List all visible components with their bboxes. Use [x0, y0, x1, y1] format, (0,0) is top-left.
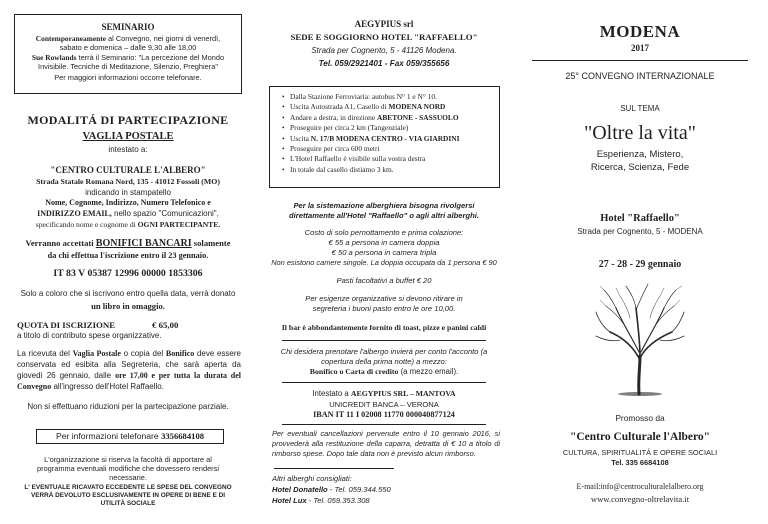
riduzioni-note: Non si effettuano riduzioni per la partecipazione parziale.	[27, 402, 229, 411]
hotel-tel-fax: Tel. 059/2921401 - Fax 059/355656	[318, 59, 450, 68]
riserva-note: L'organizzazione si riserva la facoltà di apportare al programma eventuali modifiche che dovessero rendersi necessarie.	[37, 455, 219, 482]
omaggio-line-2: un libro in omaggio.	[91, 301, 165, 311]
middle-panel	[256, 0, 512, 524]
ricevuta-paragraph: La ricevuta del Vaglia Postale o copia del Bonifico deve essere conservata ed esibita alla Segreteria, che sarà aperta da giovedì 26 gennaio, dalle ore 17,00 e per tutta la durata del Convegno all'ingresso dell'Hotel Raffaello.	[17, 349, 241, 391]
direction-highlight: ABETONE - SASSUOLO	[377, 112, 459, 122]
sede-line: SEDE E SOGGIORNO HOTEL "RAFFAELLO"	[290, 32, 478, 42]
nome-line: Nome, Cognome, Indirizzo, Numero Telefonico e	[45, 198, 211, 207]
direction-text: Uscita Autostrada A1, Casello di	[290, 102, 389, 112]
bonifici-deadline: da chi effettua l'iscrizione entro il 23 gennaio.	[47, 251, 209, 260]
seminario-text-3: Per maggiori informazioni occorre telefonare.	[54, 73, 202, 82]
acconto-note: Chi desidera prenotare l'albergo invierà per conto l'acconto (a copertura della prima notte) a mezzo:	[280, 347, 488, 366]
intestato-label: intestato a:	[108, 145, 148, 154]
seminario-text-2: Sue Rowlands terrà il Seminario: "La percezione del Mondo Invisibile. Tecniche di Meditazione, Silenzio, Preghiera"	[31, 53, 225, 71]
promoter-website: www.convegno-oltrelavita.it	[590, 494, 690, 504]
quota-value: € 65,00	[152, 320, 179, 330]
seminario-box	[14, 14, 242, 94]
bar-note: Il bar è abbondantemente fornito di toast, pizze e panini caldi	[281, 323, 487, 332]
direction-item	[282, 123, 493, 133]
vaglia-title: VAGLIA POSTALE	[82, 131, 174, 142]
sistemazione-note: Per la sistemazione alberghiera bisogna rivolgersi direttamente all'Hotel "Raffaello" o agli altri alberghi.	[289, 201, 479, 220]
direction-text: Proseguire per circa 2 km (Tangenziale)	[290, 123, 409, 133]
direction-highlight: MODENA NORD	[388, 102, 446, 112]
centro-address: Strada Statale Romana Nord, 135 - 41012 Fossoli (MO)	[36, 177, 220, 186]
pasti-note: Pasti facoltativi a buffet € 20	[336, 276, 432, 285]
event-dates: 27 - 28 - 29 gennaio	[598, 259, 682, 270]
cancellazioni-note: Per eventuali cancellazioni pervenute entro il 10 gennaio 2016, si provvederà alla restituzione della caparra, detratta di € 10 a titolo di rimborso spese. Dopo tale data non è previsto alcun rimborso.	[272, 429, 500, 458]
direction-text: Proseguire per circa 600 metri	[290, 144, 380, 154]
tree-icon	[590, 282, 690, 396]
direction-item	[282, 113, 493, 123]
tema-sub-2: Ricerca, Scienza, Fede	[590, 162, 690, 173]
direction-item	[282, 144, 493, 154]
info-tel-box: Per informazioni telefonare 3356684108	[36, 429, 224, 444]
hotel-name: Hotel "Raffaello"	[600, 213, 680, 224]
stampatello-line: indicando in stampatello	[85, 188, 171, 197]
quota-label: QUOTA DI ISCRIZIONE	[17, 320, 116, 330]
divider-3	[282, 424, 486, 425]
modalita-title: MODALITÁ DI PARTECIPAZIONE	[27, 113, 229, 127]
ricavato-note: L' EVENTUALE RICAVATO ECCEDENTE LE SPESE DEL CONVEGNO VERRÀ DEVOLUTO ESCLUSIVAMENTE IN OPERE DI BENE E DI UTILITÀ SOCIALE	[24, 484, 232, 507]
altri-label: Altri alberghi consigliati:	[272, 474, 352, 483]
direction-item	[282, 102, 493, 112]
convegno-label: 25° CONVEGNO INTERNAZIONALE	[565, 71, 715, 81]
direction-item	[282, 165, 493, 175]
promosso-label: Promosso da	[615, 413, 665, 423]
direction-highlight: N. 17/B MODENA CENTRO - VIA GIARDINI	[310, 133, 460, 143]
specificando-line: specificando nome e cognome di OGNI PARTECIPANTE.	[35, 220, 221, 229]
intestato-line: Intestato a AEGYPIUS SRL – MANTOVA	[312, 389, 456, 398]
sul-tema: SUL TEMA	[620, 104, 660, 113]
hotel-street: Strada per Cognento, 5 - 41126 Modena.	[311, 46, 457, 55]
costo-singola: Non esistono camere singole. La doppia occupata da 1 persona € 90	[271, 258, 497, 267]
centro-name: "CENTRO CULTURALE L'ALBERO"	[50, 165, 206, 175]
promoter-tel: Tel. 335 6684108	[611, 458, 669, 467]
costo-tripla: € 50 a persona in camera tripla	[331, 248, 437, 257]
direction-text: In totale dal casello distiamo 3 km.	[290, 164, 394, 174]
tema-title: "Oltre la vita"	[584, 122, 696, 144]
direction-text: L'Hotel Raffaello è visibile sulla vostra destra	[290, 154, 426, 164]
direction-text: Andare a destra, in direzione	[290, 112, 378, 122]
divider-2	[282, 382, 486, 383]
bonifico-line: Bonifico o Carta di credito (a mezzo email).	[309, 367, 459, 376]
left-panel	[0, 0, 256, 524]
seminario-title: SEMINARIO	[101, 22, 155, 32]
esigenze-note: Per esigenze organizzative si devono ritirare in segreteria i buoni pasto entro le ore 10,00.	[305, 294, 463, 313]
costo-title: Costo di solo pernottamento e prima colazione:	[304, 228, 464, 237]
email-line: INDIRIZZO EMAIL, nello spazio "Comunicazioni",	[37, 209, 219, 218]
direction-text: Dalla Stazione Ferroviaria: autobus N° 1 e N° 10.	[290, 92, 437, 101]
altri-hotel-1: Hotel Donatello - Tel. 059.344.550	[272, 485, 391, 494]
city-title: MODENA	[599, 22, 681, 41]
title-divider	[532, 60, 748, 61]
hotel-address: Strada per Cognento, 5 - MODENA	[577, 227, 703, 236]
promoter-name: "Centro Culturale l'Albero"	[569, 431, 711, 443]
omaggio-line-1: Solo a coloro che si iscrivono entro quella data, verrà donato	[20, 289, 236, 298]
quota-sub: a titolo di contributo spese organizzative.	[17, 331, 162, 340]
direction-item	[282, 134, 493, 144]
directions-list	[282, 92, 493, 175]
divider-4	[274, 468, 394, 469]
bonifici-line: Verranno accettati BONIFICI BANCARI solamente	[25, 238, 231, 249]
tema-sub-1: Esperienza, Mistero,	[596, 149, 684, 160]
promoter-subtitle: CULTURA, SPIRITUALITÀ E OPERE SOCIALI	[562, 448, 718, 457]
hotel-org: AEGYPIUS srl	[354, 19, 414, 29]
banca-line: UNICREDIT BANCA – VERONA	[329, 400, 439, 409]
direction-text: Uscita	[290, 133, 311, 143]
direction-item	[282, 92, 493, 102]
iban-hotel: IBAN IT 11 I 02008 11770 000040877124	[313, 410, 455, 419]
iban-number: IT 83 V 05387 12996 00000 1853306	[53, 268, 203, 279]
costo-doppia: € 55 a persona in camera doppia	[328, 238, 440, 247]
altri-hotel-2: Hotel Lux - Tel. 059.353.308	[272, 496, 370, 505]
directions-box	[269, 86, 500, 188]
promoter-email: E-mail:info@centroculturalelalbero.org	[576, 482, 704, 491]
right-panel	[512, 0, 768, 524]
seminario-text-1: Contemporaneamente al Convegno, nei giorni di venerdì, sabato e domenica – dalle 9,30 alle 18,00	[35, 34, 221, 52]
divider-1	[282, 340, 486, 341]
direction-item	[282, 154, 493, 164]
year: 2017	[631, 43, 649, 53]
